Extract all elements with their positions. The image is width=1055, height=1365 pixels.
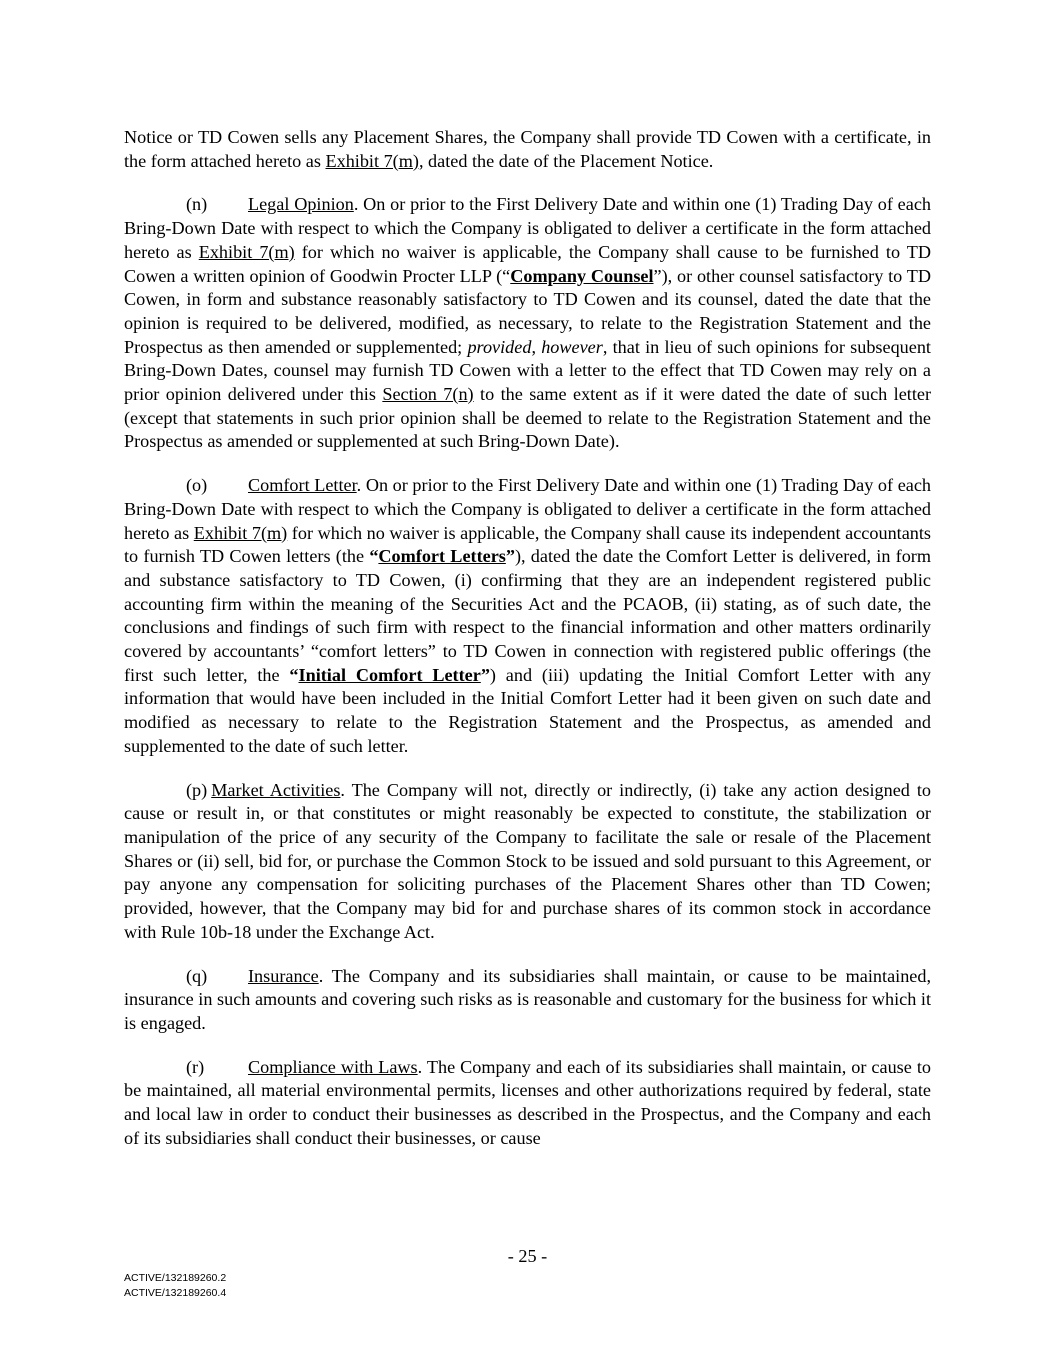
document-body <box>124 126 931 1170</box>
italic-term: however <box>541 336 603 357</box>
section-heading: Comfort Letter <box>248 475 357 496</box>
paragraph-text: . The Company will not, directly or indirectly, (i) take any action designed to cause or result in, or that constitutes or might reasonably be expected to constitute, the stabilization or manipulation of the price of any security of the Company to facilitate the sale or resale of the Placement Shares or (ii) sell, bid for, or purchase the Common Stock to be issued and sold pursuant to this Agreement, or pay anyone any compensation for soliciting purchases of the Placement Shares other than TD Cowen; provided, however, that the Company may bid for and purchase shares of its common stock in accordance with Rule 10b-18 under the Exchange Act. <box>124 779 931 942</box>
paragraph-text: ”), or other counsel satisfactory to TD Cowen, in form and substance reasonably satisfactory to TD Cowen and its counsel, dated the date that the opinion is required to be delivered, modified, as necessary, to relate to the Registration Statement and the Prospectus as then amended or supplemented; <box>124 265 931 357</box>
section-n-legal-opinion <box>124 193 931 454</box>
section-r-compliance-with-laws <box>124 1056 931 1151</box>
paragraph-text: . The Company and each of its subsidiaries shall maintain, or cause to be maintained, all material environmental permits, licenses and other authorizations required by federal, state and local law in order to conduct their businesses as described in the Prospectus, and the Company and each of its subsidiaries shall conduct their businesses, or cause <box>124 1056 931 1148</box>
paragraph-text: ), dated the date the Comfort Letter is delivered, in form and substance satisfactory to TD Cowen, (i) confirming that they are an independent registered public accounting firm within the meaning of the Securities Act and the PCAOB, (ii) stating, as of such date, the conclusions and findings of such firm with respect to the financial information and other matters ordinarily covered by accountants’ “comfort letters” to TD Cowen in connection with registered public offerings (the first such letter, the <box>124 546 932 685</box>
section-label: (r) <box>186 1056 205 1077</box>
paragraph-text: , that in lieu of such opinions for subsequent Bring-Down Dates, counsel may furnish TD Cowen with a letter to the effect that TD Cowen may rely on a prior opinion delivered under this <box>124 336 931 405</box>
italic-term: provided <box>467 336 532 357</box>
page-number: - 25 - <box>507 1246 548 1266</box>
paragraph-text: for which no waiver is applicable, the Company shall cause to be furnished to TD Cowen a written opinion of Goodwin Procter LLP (“ <box>124 241 932 286</box>
exhibit-reference: Exhibit 7(m) <box>325 150 419 171</box>
paragraph-text: . On or prior to the First Delivery Date and within one (1) Trading Day of each Bring-Down Date with respect to which the Company is obligated to deliver a certificate in the form attached hereto as <box>124 475 932 543</box>
section-label: (o) <box>186 475 208 496</box>
quote-mark: “ <box>289 664 299 685</box>
section-heading: Market Activities <box>211 779 341 800</box>
paragraph-continued <box>124 126 931 173</box>
defined-term: Company Counsel <box>510 265 654 286</box>
section-heading: Legal Opinion <box>248 194 354 215</box>
section-reference: Section 7(n) <box>382 384 474 405</box>
quote-mark: “ <box>369 546 379 567</box>
quote-mark: ” <box>505 546 515 567</box>
section-o-comfort-letter <box>124 474 931 758</box>
section-q-insurance <box>124 965 931 1036</box>
paragraph-text: . On or prior to the First Delivery Date and within one (1) Trading Day of each Bring-Down Date with respect to which the Company is obligated to deliver a certificate in the form attached hereto as <box>124 194 931 262</box>
quote-mark: ” <box>480 664 490 685</box>
paragraph-text: to the same extent as if it were dated the date of such letter (except that statements in such prior opinion shall be deemed to relate to the Registration Statement and the Prospectus as amended or supplemented at such Bring-Down Date). <box>124 384 932 452</box>
section-p-market-activities <box>124 779 931 945</box>
section-label: (q) <box>186 965 208 986</box>
document-id-line: ACTIVE/132189260.2 <box>124 1272 227 1284</box>
paragraph-text: . The Company and its subsidiaries shall maintain, or cause to be maintained, insurance in such amounts and covering such risks as is reasonable and customary for the business for which it is engaged. <box>124 965 931 1033</box>
section-label: (p) <box>186 779 208 800</box>
document-footer <box>124 1271 226 1301</box>
section-label: (n) <box>186 194 208 215</box>
paragraph-text: , dated the date of the Placement Notice. <box>418 150 714 171</box>
defined-term: Comfort Letters <box>378 546 506 567</box>
paragraph-text: , <box>531 336 542 357</box>
section-heading: Insurance <box>248 965 319 986</box>
exhibit-reference: Exhibit 7(m) <box>193 522 288 543</box>
paragraph-text: ) and (iii) updating the Initial Comfort Letter with any information that would have been included in the Initial Comfort Letter had it been given on such date and modified as necessary to relate to the Registration Statement and the Prospectus, as amended and supplemented to the date of such letter. <box>124 664 931 756</box>
document-id-line: ACTIVE/132189260.4 <box>124 1287 227 1299</box>
paragraph-text: Notice or TD Cowen sells any Placement Shares, the Company shall provide TD Cowen with a certificate, in the form attached hereto as <box>124 127 931 171</box>
section-heading: Compliance with Laws <box>248 1056 418 1077</box>
defined-term: Initial Comfort Letter <box>298 664 481 685</box>
exhibit-reference: Exhibit 7(m) <box>198 241 295 262</box>
paragraph-text: for which no waiver is applicable, the Company shall cause its independent accountants to furnish TD Cowen letters (the <box>124 522 932 567</box>
